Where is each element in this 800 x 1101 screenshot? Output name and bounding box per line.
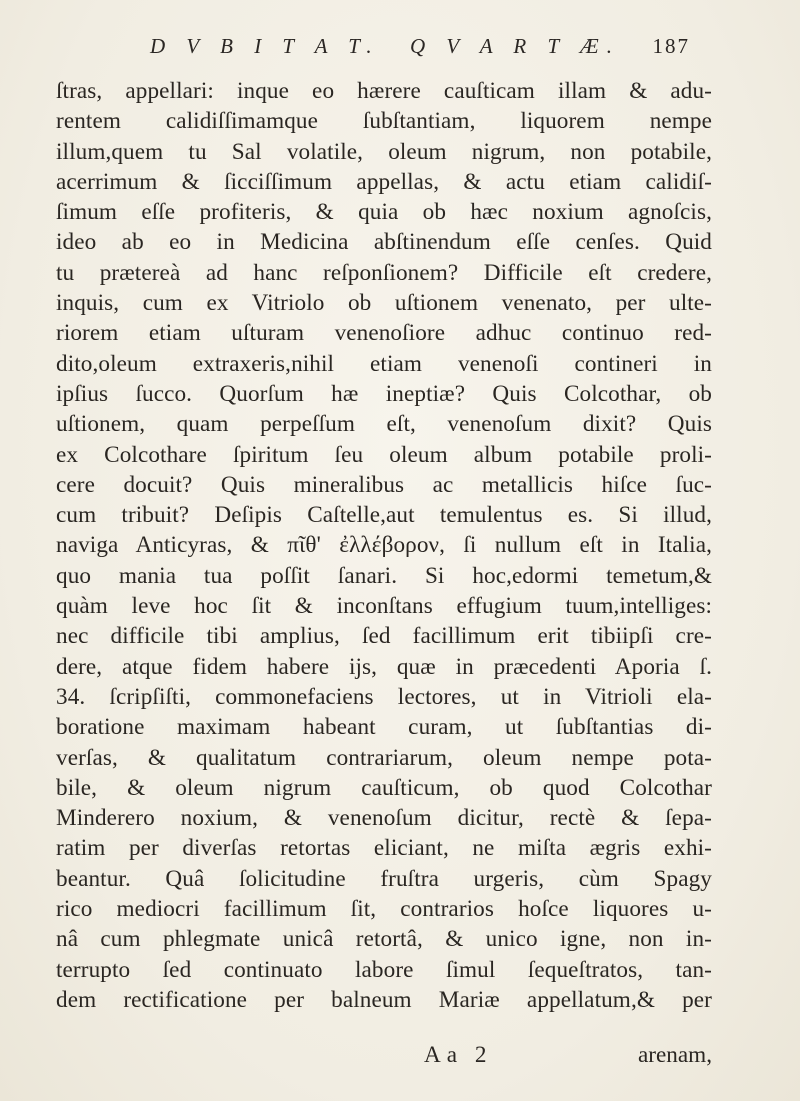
text-line: beantur. Quâ ſolicitudine fruſtra urgeris, cùm Spagy (56, 865, 712, 892)
text-line: rentem calidiſſimamque ſubſtantiam, liquorem nempe (56, 108, 712, 135)
text-line: tu prætereà ad hanc reſponſionem? Difficile eſt credere, (56, 259, 712, 286)
text-line: riorem etiam uſturam venenoſiore adhuc continuo red- (56, 320, 712, 347)
text-line: dere, atque fidem habere ijs, quæ in præcedenti Aporia ſ. (56, 653, 712, 680)
page-footer (56, 1042, 712, 1076)
text-line: quo mania tua poſſit ſanari. Si hoc,edormi temetum,& (56, 562, 712, 589)
text-line: acerrimum & ſicciſſimum appellas, & actu etiam calidiſ- (56, 168, 712, 195)
text-line: ex Colcothare ſpiritum ſeu oleum album potabile proli- (56, 441, 712, 468)
text-line: Minderero noxium, & venenoſum dicitur, rectè & ſepa- (56, 805, 712, 832)
text-line: ſtras, appellari: inque eo hærere cauſticam illam & adu- (56, 78, 712, 104)
text-line: ipſius ſucco. Quorſum hæ ineptiæ? Quis Colcothar, ob (56, 380, 712, 407)
text-line: bile, & oleum nigrum cauſticum, ob quod Colcothar (56, 774, 712, 801)
catchword: arenam, (637, 1042, 712, 1068)
text-line: boratione maximam habeant curam, ut ſubſtantias di- (56, 714, 712, 741)
text-line: verſas, & qualitatum contrariarum, oleum nempe pota- (56, 744, 712, 771)
text-line: ideo ab eo in Medicina abſtinendum eſſe cenſes. Quid (56, 229, 712, 256)
body-text (56, 76, 712, 1015)
text-line: cum tribuit? Deſipis Caſtelle,aut temulentus es. Si illud, (56, 502, 712, 529)
text-line: uſtionem, quam perpeſſum eſt, venenoſum dixit? Quis (56, 411, 712, 438)
page-number: 187 (652, 34, 690, 58)
text-line: nec difficile tibi amplius, ſed facillimum erit tibiipſi cre- (56, 623, 712, 650)
text-line: dem rectificatione per balneum Mariæ appellatum,& per (56, 986, 712, 1013)
signature-mark: Aa 2 (424, 1042, 493, 1068)
running-head-left: D V B I T A T. (150, 34, 380, 58)
text-line: ſimum eſſe profiteris, & quia ob hæc noxium agnoſcis, (56, 199, 712, 226)
text-line: terrupto ſed continuato labore ſimul ſequeſtratos, tan- (56, 956, 712, 983)
text-line: rico mediocri facillimum ſit, contrarios hoſce liquores u- (56, 896, 712, 923)
text-line: quàm leve hoc ſit & inconſtans effugium tuum,intelliges: (56, 593, 712, 620)
text-line: dito,oleum extraxeris,nihil etiam venenoſi contineri in (56, 350, 712, 377)
text-line: nâ cum phlegmate unicâ retortâ, & unico igne, non in- (56, 926, 712, 953)
text-line: 34. ſcripſiſti, commonefaciens lectores, ut in Vitrioli ela- (56, 683, 712, 710)
text-line: inquis, cum ex Vitriolo ob uſtionem venenato, per ulte- (56, 290, 712, 317)
text-line: ratim per diverſas retortas eliciant, ne miſta ægris exhi- (56, 835, 712, 862)
text-line: illum,quem tu Sal volatile, oleum nigrum, non potabile, (56, 138, 712, 165)
text-line: naviga Anticyras, & πῖθ' ἐλλέβορον, ſi nullum eſt in Italia, (56, 532, 712, 559)
running-head-right: Q V A R T Æ. (410, 34, 620, 58)
text-line: cere docuit? Quis mineralibus ac metallicis hiſce ſuc- (56, 471, 712, 498)
running-head (150, 34, 690, 68)
